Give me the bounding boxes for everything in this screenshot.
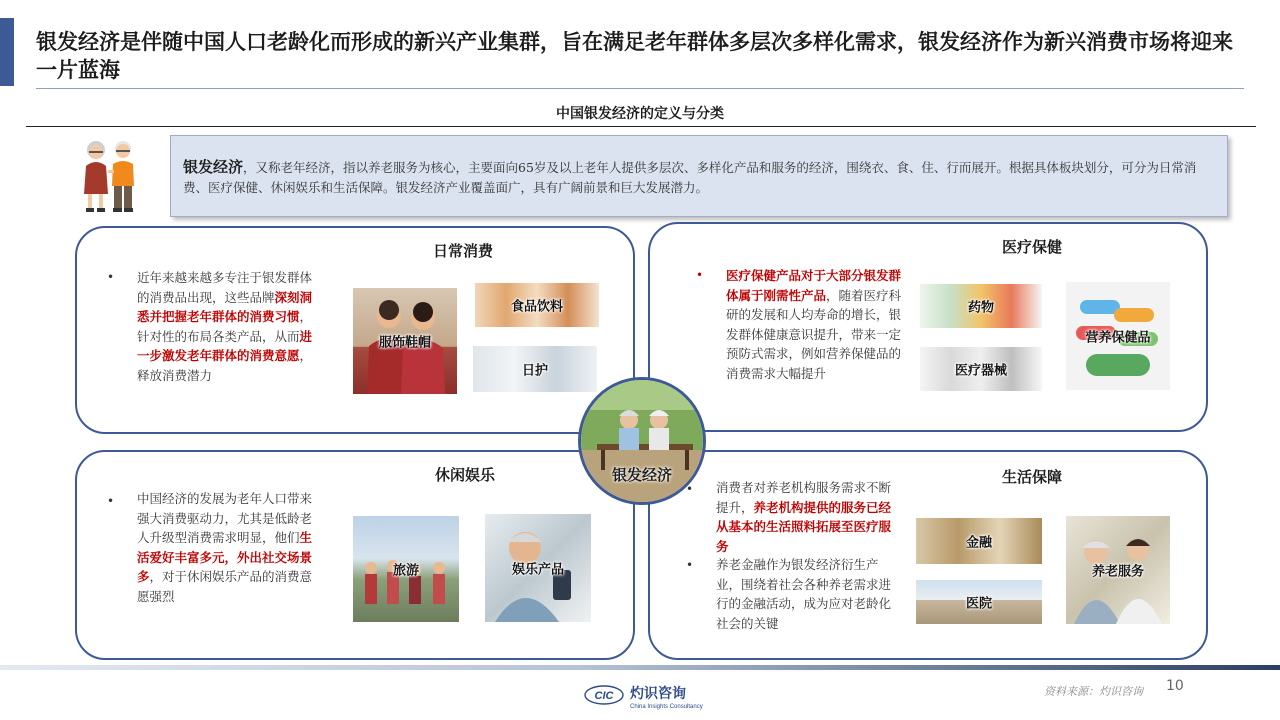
- label-hospital: 医院: [965, 596, 992, 612]
- daily-highlight1: 深刻洞悉并把握老年群体的消费习惯: [137, 289, 313, 324]
- definition-keyword: 银发经济: [183, 158, 244, 176]
- photo-clothing: [353, 288, 457, 394]
- photo-food: [475, 283, 599, 327]
- label-nutrition: 营养保健品: [1085, 330, 1151, 346]
- photo-medical-device: [920, 347, 1042, 391]
- label-entertainment: 娱乐产品: [511, 562, 564, 578]
- daily-highlight2: 进一步激发老年群体的消费意愿: [137, 328, 313, 363]
- life-bullet-1: •: [686, 482, 694, 496]
- life-text-2: [716, 555, 898, 633]
- label-travel: 旅游: [392, 563, 419, 579]
- medical-text-part1: ，随着医疗科研的发展和人均寿命的增长，银发群体健康意识提升，带来一定预防式需求，例如营养保健品的消费需求大幅提升: [726, 287, 902, 381]
- daily-text-part2: ，针对性的布局各类产品，从而: [137, 309, 313, 344]
- leisure-title: 休闲娱乐: [435, 466, 496, 484]
- life-text1-part1: 消费者对养老机构服务需求不断提升，: [716, 480, 892, 515]
- panel-leisure-entertainment: [75, 450, 635, 660]
- life-text2-part1: 养老金融作为银发经济衍生产业，围绕着社会各种养老需求进行的金融活动，成为应对老龄化社会的关键: [716, 557, 892, 631]
- leisure-text-part1: 中国经济的发展为老年人口带来强大消费驱动力，尤其是低龄老人升级型消费需求明显，他们: [137, 491, 313, 545]
- leisure-bullet: •: [107, 494, 115, 508]
- daily-text: [137, 268, 317, 385]
- footer-band: [0, 665, 1280, 670]
- logo-abbr: CIC: [594, 690, 614, 702]
- life-text-1: [716, 478, 898, 556]
- page-number: 10: [1166, 678, 1184, 694]
- panel-life-security: [648, 450, 1208, 660]
- photo-finance: [916, 518, 1042, 564]
- life-highlight1: 养老机构提供的服务已经从基本的生活照料拓展至医疗服务: [716, 499, 892, 554]
- leisure-highlight1: 生活爱好丰富多元，外出社交场景多: [137, 530, 313, 584]
- life-title: 生活保障: [1002, 468, 1063, 486]
- medical-text: [726, 266, 906, 383]
- section-subtitle: 中国银发经济的定义与分类: [556, 106, 724, 122]
- definition-box: [170, 135, 1228, 217]
- medical-title: 医疗保健: [1002, 238, 1063, 256]
- photo-elderly-care: [1066, 516, 1170, 624]
- page-title: 银发经济是伴随中国人口老龄化而形成的新兴产业集群，旨在满足老年群体多层次多样化需求，银发经济作为新兴消费市场将迎来一片蓝海: [36, 30, 1233, 82]
- life-bullet-2: •: [686, 558, 694, 572]
- daily-title: 日常消费: [433, 242, 494, 260]
- label-clothing: 服饰鞋帽: [378, 335, 431, 351]
- label-medicine: 药物: [967, 300, 994, 316]
- title-divider: [36, 88, 1244, 89]
- center-photo: [578, 377, 706, 505]
- cic-logo: [584, 682, 704, 710]
- daily-text-part3: ，释放消费潜力: [137, 348, 313, 383]
- elderly-couple-icon: [78, 136, 142, 214]
- label-medical-device: 医疗器械: [954, 363, 1007, 379]
- source-note: 资料来源：灼识咨询: [1044, 685, 1143, 698]
- daily-bullet: •: [107, 270, 115, 284]
- medical-highlight1: 医疗保健产品对于大部分银发群体属于刚需性产品: [726, 268, 902, 303]
- photo-entertainment: [485, 514, 591, 622]
- photo-daily-care: [473, 346, 597, 392]
- panel-medical-health: [648, 222, 1208, 432]
- center-couple-bench-image: [581, 380, 706, 505]
- label-daily-care: 日护: [521, 363, 548, 379]
- photo-hospital: [916, 580, 1042, 624]
- leisure-text-part2: ，对于休闲娱乐产品的消费意愿强烈: [137, 569, 313, 604]
- subtitle-divider: [26, 126, 1256, 127]
- photo-medicine: [920, 284, 1042, 328]
- leisure-text: [137, 489, 317, 606]
- logo-cn: 灼识咨询: [630, 686, 686, 702]
- title-accent-bar: [0, 18, 14, 86]
- definition-text: ，又称老年经济，指以养老服务为核心，主要面向65岁及以上老年人提供多层次、多样化产品和服务的经济，围绕衣、食、住、行而展开。根据具体板块划分，可分为日常消费、医疗保健、休闲娱乐和生活保障。银发经济产业覆盖面广，具有广阔前景和巨大发展潜力。: [183, 160, 1197, 195]
- medical-bullet: •: [696, 268, 704, 282]
- center-label: 银发经济: [611, 466, 672, 484]
- logo-en: China Insights Consultancy: [630, 704, 703, 710]
- photo-travel: [353, 516, 459, 622]
- panel-daily-consumption: [75, 226, 635, 434]
- label-finance: 金融: [965, 535, 992, 551]
- photo-nutrition: [1066, 282, 1170, 390]
- daily-text-part1: 近年来越来越多专注于银发群体的消费品出现，这些品牌: [137, 270, 313, 305]
- label-elderly-care: 养老服务: [1091, 564, 1144, 580]
- label-food: 食品饮料: [510, 299, 563, 315]
